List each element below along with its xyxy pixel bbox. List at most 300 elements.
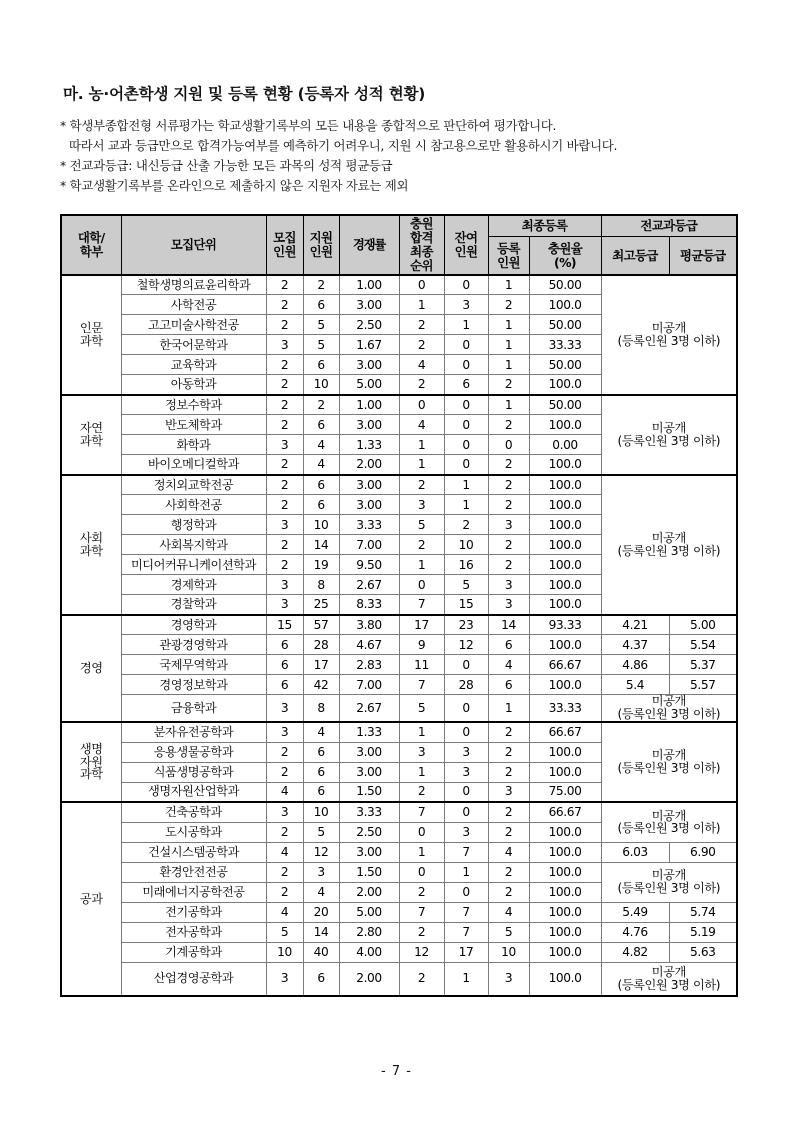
table-row <box>61 802 737 822</box>
college-name-cell <box>61 395 121 475</box>
remaining-cell: 23 <box>444 615 488 635</box>
applicants-cell: 17 <box>303 655 339 675</box>
col-college-l2: 학부 <box>79 244 103 260</box>
enrolled-cell: 2 <box>488 762 529 782</box>
remaining-cell: 0 <box>444 695 488 722</box>
waitlist-rank-cell: 7 <box>399 675 444 695</box>
fillrate-cell: 33.33 <box>529 695 601 722</box>
unit-name-cell: 도시공학과 <box>121 822 266 842</box>
table-row <box>61 942 737 962</box>
waitlist-rank-cell: 0 <box>399 275 444 295</box>
note-line-4: * 학교생활기록부를 온라인으로 제출하지 않은 지원자 자료는 제외 <box>60 178 409 194</box>
waitlist-rank-cell: 2 <box>399 335 444 355</box>
applicants-cell: 6 <box>303 475 339 495</box>
waitlist-rank-cell: 1 <box>399 842 444 862</box>
remaining-cell: 1 <box>444 962 488 996</box>
college-name-cell <box>61 275 121 395</box>
applicants-cell: 3 <box>303 862 339 882</box>
col-remaining <box>444 215 488 275</box>
quota-cell: 10 <box>266 942 303 962</box>
applicants-cell: 10 <box>303 802 339 822</box>
applicants-cell: 6 <box>303 355 339 375</box>
ratio-cell: 3.00 <box>339 842 399 862</box>
enrolled-cell: 2 <box>488 535 529 555</box>
ratio-cell: 3.00 <box>339 475 399 495</box>
ratio-cell: 3.00 <box>339 742 399 762</box>
waitlist-rank-cell: 2 <box>399 535 444 555</box>
unit-name-cell: 건축공학과 <box>121 802 266 822</box>
table-row <box>61 475 737 495</box>
quota-cell: 4 <box>266 902 303 922</box>
college-name-line: 생명 <box>79 741 103 756</box>
waitlist-rank-cell: 1 <box>399 762 444 782</box>
ratio-cell: 2.00 <box>339 962 399 996</box>
unit-name-cell: 금융학과 <box>121 695 266 722</box>
unit-name-cell: 전기공학과 <box>121 902 266 922</box>
college-name-line: 자원 <box>79 754 103 769</box>
enrolled-cell: 2 <box>488 862 529 882</box>
quota-cell: 6 <box>266 635 303 655</box>
waitlist-rank-cell: 1 <box>399 435 444 455</box>
unit-name-cell: 한국어문학과 <box>121 335 266 355</box>
quota-cell: 4 <box>266 782 303 802</box>
unit-name-cell: 미디어커뮤니케이션학과 <box>121 555 266 575</box>
applicants-cell: 19 <box>303 555 339 575</box>
table-row <box>61 902 737 922</box>
enrolled-cell: 2 <box>488 722 529 742</box>
unit-name-cell: 행정학과 <box>121 515 266 535</box>
remaining-cell: 16 <box>444 555 488 575</box>
fillrate-cell: 50.00 <box>529 395 601 415</box>
enrolled-cell: 4 <box>488 655 529 675</box>
ratio-cell: 5.00 <box>339 375 399 395</box>
college-name-line: 과학 <box>79 433 103 448</box>
waitlist-rank-cell: 9 <box>399 635 444 655</box>
remaining-cell: 7 <box>444 902 488 922</box>
applicants-cell: 6 <box>303 762 339 782</box>
fillrate-cell: 100.0 <box>529 922 601 942</box>
waitlist-rank-cell: 7 <box>399 595 444 615</box>
ratio-cell: 3.33 <box>339 515 399 535</box>
undisclosed-subtext: (등록인원 3명 이하) <box>617 821 721 836</box>
remaining-cell: 28 <box>444 675 488 695</box>
table-header <box>61 215 737 275</box>
remaining-cell: 2 <box>444 515 488 535</box>
remaining-cell: 0 <box>444 655 488 675</box>
fillrate-cell: 100.0 <box>529 942 601 962</box>
quota-cell: 2 <box>266 862 303 882</box>
table-row <box>61 695 737 722</box>
college-name-line: 과학 <box>79 543 103 558</box>
college-name-line: 경영 <box>79 661 103 676</box>
best-grade-cell: 5.4 <box>601 675 669 695</box>
applicants-cell: 10 <box>303 515 339 535</box>
admission-statistics-table <box>60 214 738 997</box>
unit-name-cell: 바이오메디컬학과 <box>121 455 266 475</box>
enrolled-cell: 2 <box>488 822 529 842</box>
ratio-cell: 3.00 <box>339 415 399 435</box>
best-grade-cell: 5.49 <box>601 902 669 922</box>
undisclosed-label: 미공개 <box>651 421 686 436</box>
remaining-cell: 1 <box>444 862 488 882</box>
college-name-line: 과학 <box>79 767 103 782</box>
applicants-cell: 2 <box>303 395 339 415</box>
enrolled-cell: 3 <box>488 595 529 615</box>
waitlist-rank-cell: 1 <box>399 555 444 575</box>
unit-name-cell: 교육학과 <box>121 355 266 375</box>
enrolled-cell: 2 <box>488 455 529 475</box>
note-line-2: 따라서 교과 등급만으로 합격가능여부를 예측하기 어려우니, 지원 시 참고용으로만 활용하시기 바랍니다. <box>69 138 618 154</box>
undisclosed-grade-cell <box>601 722 737 802</box>
fillrate-cell: 50.00 <box>529 355 601 375</box>
fillrate-cell: 100.0 <box>529 415 601 435</box>
fillrate-cell: 100.0 <box>529 575 601 595</box>
ratio-cell: 4.67 <box>339 635 399 655</box>
remaining-cell: 3 <box>444 295 488 315</box>
quota-cell: 2 <box>266 275 303 295</box>
table-row <box>61 615 737 635</box>
applicants-cell: 6 <box>303 415 339 435</box>
quota-cell: 2 <box>266 315 303 335</box>
avg-grade-cell: 6.90 <box>669 842 737 862</box>
table-row <box>61 635 737 655</box>
undisclosed-label: 미공개 <box>651 965 686 979</box>
waitlist-rank-cell: 11 <box>399 655 444 675</box>
quota-cell: 2 <box>266 822 303 842</box>
col-waitlist-l3: 최종 <box>410 244 433 260</box>
enrolled-cell: 10 <box>488 942 529 962</box>
fillrate-cell: 100.0 <box>529 842 601 862</box>
unit-name-cell: 환경안전전공 <box>121 862 266 882</box>
col-quota <box>266 215 303 275</box>
remaining-cell: 1 <box>444 475 488 495</box>
page-number: - 7 - <box>381 1064 412 1079</box>
waitlist-rank-cell: 12 <box>399 942 444 962</box>
applicants-cell: 20 <box>303 902 339 922</box>
best-grade-cell: 4.86 <box>601 655 669 675</box>
unit-name-cell: 반도체학과 <box>121 415 266 435</box>
fillrate-cell: 100.0 <box>529 475 601 495</box>
enrolled-cell: 1 <box>488 275 529 295</box>
enrolled-cell: 14 <box>488 615 529 635</box>
col-quota-l1: 모집 <box>273 230 296 246</box>
waitlist-rank-cell: 2 <box>399 782 444 802</box>
enrolled-cell: 4 <box>488 842 529 862</box>
quota-cell: 2 <box>266 375 303 395</box>
ratio-cell: 7.00 <box>339 675 399 695</box>
table-row <box>61 275 737 295</box>
page-content <box>60 82 736 997</box>
fillrate-cell: 50.00 <box>529 275 601 295</box>
fillrate-cell: 66.67 <box>529 722 601 742</box>
ratio-cell: 1.67 <box>339 335 399 355</box>
undisclosed-subtext: (등록인원 3명 이하) <box>617 543 721 558</box>
applicants-cell: 8 <box>303 695 339 722</box>
quota-cell: 2 <box>266 355 303 375</box>
remaining-cell: 15 <box>444 595 488 615</box>
best-grade-cell: 6.03 <box>601 842 669 862</box>
remaining-cell: 12 <box>444 635 488 655</box>
enrolled-cell: 2 <box>488 555 529 575</box>
fillrate-cell: 100.0 <box>529 762 601 782</box>
table-row <box>61 395 737 415</box>
col-college <box>61 215 121 275</box>
college-name-line: 과학 <box>79 333 103 348</box>
col-remaining-l2: 인원 <box>454 244 478 260</box>
ratio-cell: 1.50 <box>339 862 399 882</box>
unit-name-cell: 미래에너지공학전공 <box>121 882 266 902</box>
fillrate-cell: 100.0 <box>529 295 601 315</box>
waitlist-rank-cell: 2 <box>399 882 444 902</box>
unit-name-cell: 기계공학과 <box>121 942 266 962</box>
remaining-cell: 0 <box>444 275 488 295</box>
fillrate-cell: 100.0 <box>529 675 601 695</box>
table-body <box>61 275 737 996</box>
unit-name-cell: 경영정보학과 <box>121 675 266 695</box>
enrolled-cell: 3 <box>488 575 529 595</box>
fillrate-cell: 100.0 <box>529 882 601 902</box>
applicants-cell: 2 <box>303 275 339 295</box>
enrolled-cell: 2 <box>488 742 529 762</box>
enrolled-cell: 0 <box>488 435 529 455</box>
remaining-cell: 0 <box>444 335 488 355</box>
enrolled-cell: 2 <box>488 415 529 435</box>
fillrate-cell: 100.0 <box>529 902 601 922</box>
fillrate-cell: 93.33 <box>529 615 601 635</box>
col-waitlist-l1: 충원 <box>410 216 433 232</box>
best-grade-cell: 4.82 <box>601 942 669 962</box>
remaining-cell: 0 <box>444 435 488 455</box>
applicants-cell: 6 <box>303 742 339 762</box>
quota-cell: 4 <box>266 842 303 862</box>
col-fillrate <box>529 237 601 275</box>
enrolled-cell: 6 <box>488 675 529 695</box>
applicants-cell: 40 <box>303 942 339 962</box>
applicants-cell: 6 <box>303 495 339 515</box>
fillrate-cell: 100.0 <box>529 742 601 762</box>
unit-name-cell: 철학생명의료윤리학과 <box>121 275 266 295</box>
undisclosed-subtext: (등록인원 3명 이하) <box>617 433 721 448</box>
fillrate-cell: 50.00 <box>529 315 601 335</box>
waitlist-rank-cell: 17 <box>399 615 444 635</box>
ratio-cell: 3.00 <box>339 295 399 315</box>
applicants-cell: 4 <box>303 455 339 475</box>
fillrate-cell: 100.0 <box>529 962 601 996</box>
remaining-cell: 1 <box>444 495 488 515</box>
waitlist-rank-cell: 5 <box>399 695 444 722</box>
remaining-cell: 3 <box>444 742 488 762</box>
ratio-cell: 2.50 <box>339 822 399 842</box>
undisclosed-grade-cell <box>601 275 737 395</box>
quota-cell: 6 <box>266 675 303 695</box>
avg-grade-cell: 5.63 <box>669 942 737 962</box>
applicants-cell: 14 <box>303 535 339 555</box>
fillrate-cell: 66.67 <box>529 655 601 675</box>
col-waitlist-l2: 합격 <box>410 230 433 246</box>
table-row <box>61 962 737 996</box>
applicants-cell: 6 <box>303 962 339 996</box>
ratio-cell: 1.00 <box>339 275 399 295</box>
enrolled-cell: 2 <box>488 475 529 495</box>
remaining-cell: 0 <box>444 415 488 435</box>
best-grade-cell: 4.21 <box>601 615 669 635</box>
undisclosed-subtext: (등록인원 3명 이하) <box>617 333 721 348</box>
enrolled-cell: 3 <box>488 962 529 996</box>
undisclosed-grade-cell <box>601 695 737 722</box>
fillrate-cell: 100.0 <box>529 495 601 515</box>
avg-grade-cell: 5.57 <box>669 675 737 695</box>
applicants-cell: 14 <box>303 922 339 942</box>
unit-name-cell: 분자유전공학과 <box>121 722 266 742</box>
unit-name-cell: 정보수학과 <box>121 395 266 415</box>
waitlist-rank-cell: 1 <box>399 455 444 475</box>
table-row <box>61 655 737 675</box>
quota-cell: 15 <box>266 615 303 635</box>
col-group-final-enrollment: 최종등록 <box>488 215 601 236</box>
ratio-cell: 4.00 <box>339 942 399 962</box>
best-grade-cell: 4.76 <box>601 922 669 942</box>
table-row <box>61 675 737 695</box>
college-name-line: 사회 <box>79 531 103 546</box>
ratio-cell: 7.00 <box>339 535 399 555</box>
undisclosed-label: 미공개 <box>651 321 686 336</box>
waitlist-rank-cell: 7 <box>399 802 444 822</box>
unit-name-cell: 정치외교학전공 <box>121 475 266 495</box>
undisclosed-grade-cell <box>601 475 737 615</box>
waitlist-rank-cell: 3 <box>399 742 444 762</box>
ratio-cell: 2.83 <box>339 655 399 675</box>
applicants-cell: 5 <box>303 335 339 355</box>
fillrate-cell: 75.00 <box>529 782 601 802</box>
avg-grade-cell: 5.19 <box>669 922 737 942</box>
college-name-cell <box>61 802 121 996</box>
undisclosed-label: 미공개 <box>651 748 686 763</box>
enrolled-cell: 1 <box>488 355 529 375</box>
ratio-cell: 3.00 <box>339 355 399 375</box>
undisclosed-grade-cell <box>601 802 737 842</box>
waitlist-rank-cell: 3 <box>399 495 444 515</box>
remaining-cell: 17 <box>444 942 488 962</box>
waitlist-rank-cell: 2 <box>399 922 444 942</box>
fillrate-cell: 100.0 <box>529 375 601 395</box>
table-row <box>61 722 737 742</box>
col-applicants-l1: 지원 <box>309 230 333 246</box>
col-fillrate-l1: 충원율 <box>547 240 583 256</box>
unit-name-cell: 고고미술사학전공 <box>121 315 266 335</box>
ratio-cell: 9.50 <box>339 555 399 575</box>
quota-cell: 2 <box>266 295 303 315</box>
applicants-cell: 28 <box>303 635 339 655</box>
unit-name-cell: 산업경영공학과 <box>121 962 266 996</box>
avg-grade-cell: 5.54 <box>669 635 737 655</box>
waitlist-rank-cell: 7 <box>399 902 444 922</box>
col-group-grades: 전교과등급 <box>601 215 737 236</box>
ratio-cell: 3.80 <box>339 615 399 635</box>
remaining-cell: 0 <box>444 395 488 415</box>
quota-cell: 2 <box>266 535 303 555</box>
ratio-cell: 1.33 <box>339 435 399 455</box>
col-enrolled-l2: 인원 <box>497 254 520 270</box>
unit-name-cell: 화학과 <box>121 435 266 455</box>
quota-cell: 2 <box>266 762 303 782</box>
undisclosed-subtext: (등록인원 3명 이하) <box>617 881 721 896</box>
remaining-cell: 0 <box>444 802 488 822</box>
undisclosed-grade-cell <box>601 862 737 902</box>
ratio-cell: 2.67 <box>339 575 399 595</box>
remaining-cell: 10 <box>444 535 488 555</box>
unit-name-cell: 경찰학과 <box>121 595 266 615</box>
col-applicants <box>303 215 339 275</box>
remaining-cell: 5 <box>444 575 488 595</box>
quota-cell: 2 <box>266 555 303 575</box>
avg-grade-cell: 5.00 <box>669 615 737 635</box>
col-unit: 모집단위 <box>121 215 266 275</box>
waitlist-rank-cell: 2 <box>399 962 444 996</box>
col-avg-grade: 평균등급 <box>669 237 737 275</box>
quota-cell: 2 <box>266 395 303 415</box>
unit-name-cell: 사학전공 <box>121 295 266 315</box>
college-name-line: 공과 <box>79 891 103 906</box>
applicants-cell: 25 <box>303 595 339 615</box>
fillrate-cell: 0.00 <box>529 435 601 455</box>
college-name-line: 인문 <box>79 321 103 336</box>
fillrate-cell: 33.33 <box>529 335 601 355</box>
ratio-cell: 1.50 <box>339 782 399 802</box>
waitlist-rank-cell: 1 <box>399 295 444 315</box>
college-name-cell <box>61 722 121 802</box>
waitlist-rank-cell: 2 <box>399 475 444 495</box>
quota-cell: 2 <box>266 415 303 435</box>
fillrate-cell: 100.0 <box>529 455 601 475</box>
waitlist-rank-cell: 2 <box>399 315 444 335</box>
remaining-cell: 0 <box>444 882 488 902</box>
unit-name-cell: 건설시스템공학과 <box>121 842 266 862</box>
quota-cell: 3 <box>266 962 303 996</box>
undisclosed-label: 미공개 <box>651 531 686 546</box>
enrolled-cell: 4 <box>488 902 529 922</box>
remaining-cell: 3 <box>444 822 488 842</box>
quota-cell: 6 <box>266 655 303 675</box>
quota-cell: 2 <box>266 742 303 762</box>
quota-cell: 3 <box>266 595 303 615</box>
note-line-1: * 학생부종합전형 서류평가는 학교생활기록부의 모든 내용을 종합적으로 판단하여 평가합니다. <box>60 118 557 133</box>
undisclosed-subtext: (등록인원 3명 이하) <box>617 977 721 992</box>
undisclosed-subtext: (등록인원 3명 이하) <box>617 761 721 776</box>
note-line-3: * 전교과등급: 내신등급 산출 가능한 모든 과목의 성적 평균등급 <box>60 158 393 174</box>
remaining-cell: 0 <box>444 455 488 475</box>
waitlist-rank-cell: 2 <box>399 375 444 395</box>
unit-name-cell: 관광경영학과 <box>121 635 266 655</box>
undisclosed-subtext: (등록인원 3명 이하) <box>617 707 721 722</box>
ratio-cell: 8.33 <box>339 595 399 615</box>
ratio-cell: 1.00 <box>339 395 399 415</box>
waitlist-rank-cell: 5 <box>399 515 444 535</box>
quota-cell: 3 <box>266 515 303 535</box>
fillrate-cell: 100.0 <box>529 635 601 655</box>
ratio-cell: 1.33 <box>339 722 399 742</box>
col-enrolled <box>488 237 529 275</box>
enrolled-cell: 5 <box>488 922 529 942</box>
ratio-cell: 3.00 <box>339 762 399 782</box>
applicants-cell: 6 <box>303 782 339 802</box>
remaining-cell: 3 <box>444 762 488 782</box>
fillrate-cell: 66.67 <box>529 802 601 822</box>
quota-cell: 3 <box>266 435 303 455</box>
enrolled-cell: 1 <box>488 695 529 722</box>
undisclosed-label: 미공개 <box>651 868 686 883</box>
waitlist-rank-cell: 4 <box>399 415 444 435</box>
undisclosed-grade-cell <box>601 395 737 475</box>
